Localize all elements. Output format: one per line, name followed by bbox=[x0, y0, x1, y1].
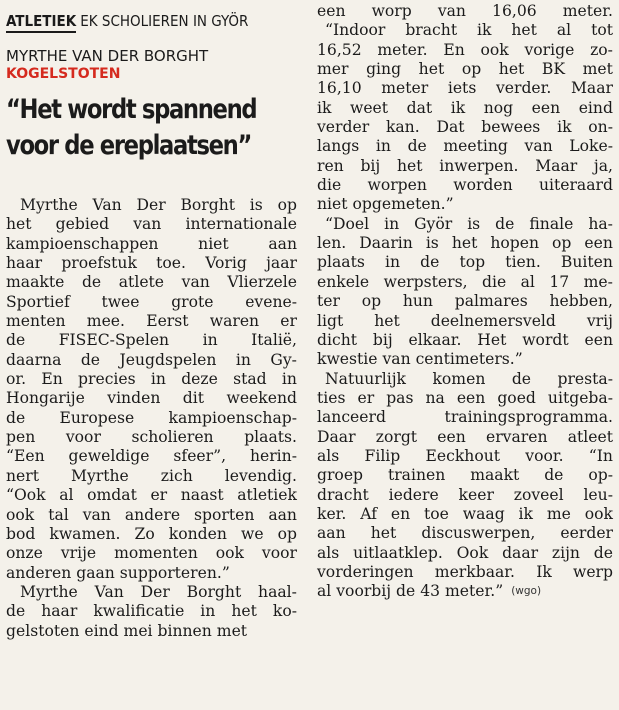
article-line: niet opgemeten.” bbox=[317, 195, 454, 214]
article-line: pen voor scholieren plaats. bbox=[6, 428, 297, 447]
article-line: nert Myrthe zich levendig. bbox=[6, 466, 297, 485]
article-column-right bbox=[317, 2, 613, 602]
article-line: gelstoten eind mei binnen met bbox=[6, 621, 248, 640]
article-line: verder kan. Dat bewees ik on- bbox=[317, 118, 613, 137]
article-line: or. En precies in deze stad in bbox=[6, 370, 297, 389]
article-line: maakte de atlete van Vlierzele bbox=[6, 273, 297, 292]
article-line: vorderingen merkbaar. Ik werp bbox=[317, 562, 613, 581]
article-line: “Doel in Györ is de finale ha- bbox=[325, 214, 613, 233]
article-column-left bbox=[6, 196, 297, 641]
article-line: als Filip Eeckhout voor. “In bbox=[317, 446, 613, 465]
article-line: de haar kwalificatie in het ko- bbox=[6, 602, 297, 621]
article-line: ren bij het inwerpen. Maar ja, bbox=[317, 156, 613, 175]
article-line: “Ook al omdat er naast atletiek bbox=[6, 486, 297, 505]
article-line: ligt het deelnemersveld vrij bbox=[317, 311, 613, 330]
article-line: haar proefstuk toe. Vorig jaar bbox=[6, 254, 297, 273]
article-line: ook tal van andere sporten aan bbox=[6, 505, 297, 524]
article-line: ik weet dat ik nog een eind bbox=[317, 98, 613, 117]
article-line: anderen gaan supporteren.” bbox=[6, 563, 230, 582]
article-line: het gebied van internationale bbox=[6, 215, 297, 234]
article-line: len. Daarin is het hopen op een bbox=[317, 234, 613, 253]
article-line: die worpen worden uiteraard bbox=[317, 176, 613, 195]
article-line: als uitlaatklep. Ook daar zijn de bbox=[317, 543, 613, 562]
article-line: dracht iedere keer zoveel leu- bbox=[317, 485, 613, 504]
article-line: bod kwamen. Zo konden we op bbox=[6, 524, 297, 543]
article-line: Myrthe Van Der Borght haal- bbox=[20, 582, 297, 601]
article-line: de FISEC-Spelen in Italië, bbox=[6, 331, 297, 350]
athlete-name: MYRTHE VAN DER BORGHT bbox=[6, 47, 209, 65]
article-line: Myrthe Van Der Borght is op bbox=[20, 196, 297, 214]
article-line: menten mee. Eerst waren er bbox=[6, 312, 297, 331]
article-line: groep trainen maakt de op- bbox=[317, 466, 613, 485]
article-line: lanceerd trainingsprogramma. bbox=[317, 408, 613, 427]
article-line: de Europese kampioenschap- bbox=[6, 408, 297, 427]
article-line: kampioenschappen niet aan bbox=[6, 234, 297, 253]
section-kicker bbox=[6, 11, 248, 31]
article-line: enkele werpsters, die al 17 me- bbox=[317, 272, 613, 291]
article-line: ties er pas na een goed uitgeba- bbox=[317, 388, 613, 407]
article-line: een worp van 16,06 meter. bbox=[317, 2, 613, 20]
section-category: ATLETIEK bbox=[6, 11, 76, 33]
article-line: 16,52 meter. En ook vorige zo- bbox=[317, 40, 613, 59]
article-line: onze vrije momenten ook voor bbox=[6, 544, 297, 563]
article-line: al voorbij de 43 meter.” (wgo) bbox=[317, 582, 542, 601]
article-line: plaats in de top tien. Buiten bbox=[317, 253, 613, 272]
article-line: “Een geweldige sfeer”, herin- bbox=[6, 447, 297, 466]
article-line: Daar zorgt een ervaren atleet bbox=[317, 427, 613, 446]
article-line: langs in de meeting van Loke- bbox=[317, 137, 613, 156]
article-line: dicht bij elkaar. Het wordt een bbox=[317, 330, 613, 349]
article-line: mer ging het op het BK met bbox=[317, 60, 613, 79]
article-line: “Indoor bracht ik het al tot bbox=[325, 21, 613, 40]
article-line: kwestie van centimeters.” bbox=[317, 350, 523, 369]
headline bbox=[6, 92, 258, 164]
article-line: 16,10 meter iets verder. Maar bbox=[317, 79, 613, 98]
article-line: daarna de Jeugdspelen in Gy- bbox=[6, 350, 297, 369]
headline-line: voor de ereplaatsen” bbox=[6, 130, 252, 161]
article-line: Hongarije vinden dit weekend bbox=[6, 389, 297, 408]
article-line: ker. Af en toe waag ik me ook bbox=[317, 504, 613, 523]
article-line: aan het discuswerpen, eerder bbox=[317, 524, 613, 543]
event-name: EK SCHOLIEREN IN GYÖR bbox=[80, 12, 249, 30]
discipline-label: KOGELSTOTEN bbox=[6, 66, 121, 82]
article-line: Natuurlijk komen de presta- bbox=[325, 369, 613, 388]
headline-line: “Het wordt spannend bbox=[6, 94, 257, 125]
article-line: ter op hun palmares hebben, bbox=[317, 292, 613, 311]
author-byline: (wgo) bbox=[511, 585, 542, 598]
article-line: Sportief twee grote evene- bbox=[6, 292, 297, 311]
